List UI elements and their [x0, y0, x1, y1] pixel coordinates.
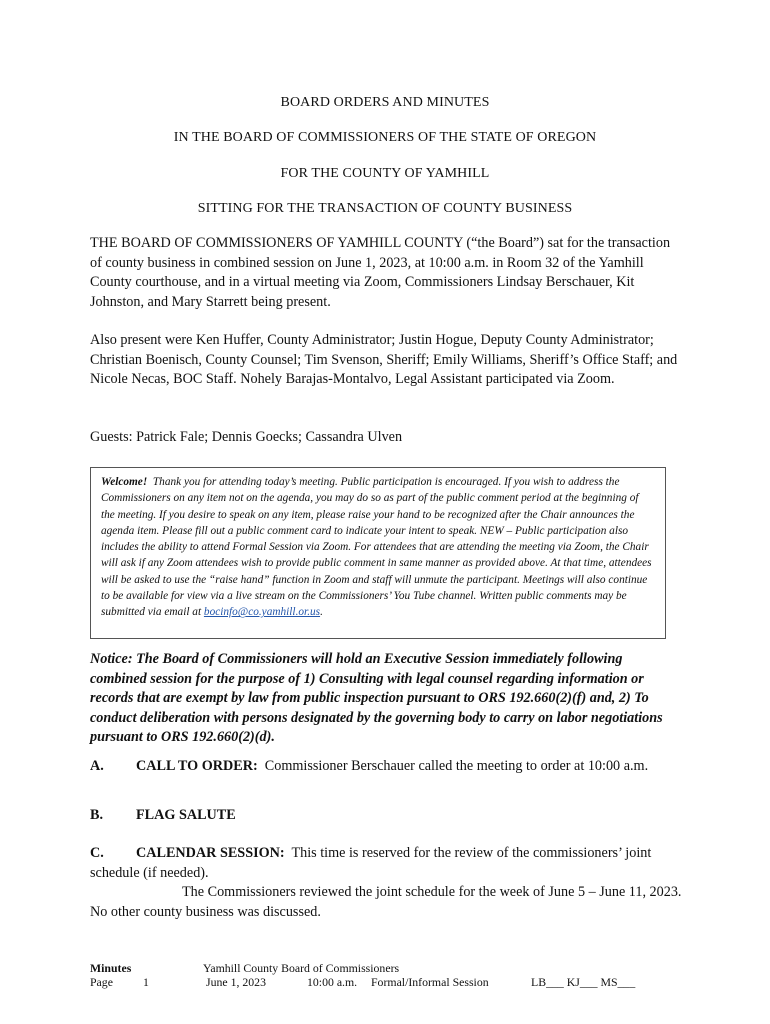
footer-page-label: Page — [90, 975, 113, 989]
item-c-text: This time is reserved for the review of the commissioners’ joint schedule (if needed). — [90, 845, 652, 881]
footer-time: 10:00 a.m. — [307, 975, 358, 989]
welcome-box — [90, 467, 666, 639]
title-line-4: SITTING FOR THE TRANSACTION OF COUNTY BUSINESS — [197, 201, 573, 216]
footer-date: June 1, 2023 — [206, 975, 266, 989]
footer-page-number: 1 — [143, 975, 149, 989]
welcome-label: Welcome! — [101, 476, 148, 488]
item-c-heading: CALENDAR SESSION: — [136, 845, 285, 861]
footer-initials: LB___ KJ___ MS___ — [531, 975, 636, 989]
item-c-detail: The Commissioners reviewed the joint schedule for the week of June 5 – June 11, 2023. No other county business was discussed. — [90, 884, 682, 920]
title-line-2: IN THE BOARD OF COMMISSIONERS OF THE STATE OF OREGON — [173, 130, 597, 145]
item-a — [90, 756, 682, 776]
welcome-end: . — [320, 606, 323, 619]
item-c-letter: C. — [90, 845, 104, 861]
footer-org: Yamhill County Board of Commissioners — [203, 961, 400, 975]
footer-session: Formal/Informal Session — [371, 975, 489, 989]
item-a-text: Commissioner Berschauer called the meeting to order at 10:00 a.m. — [264, 758, 649, 774]
title-line-1: BOARD ORDERS AND MINUTES — [280, 95, 490, 110]
also-present-paragraph: Also present were Ken Huffer, County Administrator; Justin Hogue, Deputy County Administrator; Christian Boenisch, County Counsel; Tim Svenson, Sheriff; Emily Williams, Sheriff’s Office Staff; and Nicole Necas, BOC Staff. Nohely Barajas-Montalvo, Legal Assistant participated via Zoom. — [90, 332, 678, 387]
intro-paragraph: THE BOARD OF COMMISSIONERS OF YAMHILL COUNTY (“the Board”) sat for the transaction of county business in combined session on June 1, 2023, at 10:00 a.m. in Room 32 of the Yamhill County courthouse, and in a virtual meeting via Zoom, Commissioners Lindsay Berschauer, Kit Johnston, and Mary Starrett being present. — [90, 235, 671, 310]
footer-minutes-label: Minutes — [90, 961, 132, 975]
item-a-heading: CALL TO ORDER: — [136, 758, 258, 774]
email-link[interactable]: bocinfo@co.yamhill.or.us — [203, 606, 321, 619]
title-line-3: FOR THE COUNTY OF YAMHILL — [280, 166, 490, 181]
guests-line: Guests: Patrick Fale; Dennis Goecks; Cassandra Ulven — [90, 429, 403, 445]
welcome-text: Thank you for attending today’s meeting. Public participation is encouraged. If you wish to address the Commissioners on any item not on the agenda, you may do so as part of the public comment period at the beginning of the meeting. If you desire to speak on any item, please raise your hand to be recognized after the Chair announces the agenda item. Please fill out a public comment card to indicate your intent to speak. NEW – Public participation also includes the ability to attend Formal Session via Zoom. For attendees that are attending the meeting via Zoom, the Chair will ask if any Zoom attendees wish to provide public comment in same manner as provided above. At that time, attendees will be asked to use the “raise hand” function in Zoom and staff will unmute the participant. Meetings will also continue to be available for view via a live stream on the Commissioners’ You Tube channel. Written public comments may be submitted via email at — [101, 476, 652, 619]
item-c — [90, 843, 682, 883]
item-b-heading: FLAG SALUTE — [136, 807, 236, 823]
executive-session-notice: Notice: The Board of Commissioners will hold an Executive Session immediately following combined session for the purpose of 1) Consulting with legal counsel regarding information or records that are exempt by law from public inspection pursuant to ORS 192.660(2)(f) and, 2) To conduct deliberation with persons designated by the governing body to carry on labor negotiations pursuant to ORS 192.660(2)(d). — [90, 651, 663, 746]
item-b-letter: B. — [90, 807, 104, 823]
item-b — [90, 805, 682, 825]
item-a-letter: A. — [90, 758, 104, 774]
